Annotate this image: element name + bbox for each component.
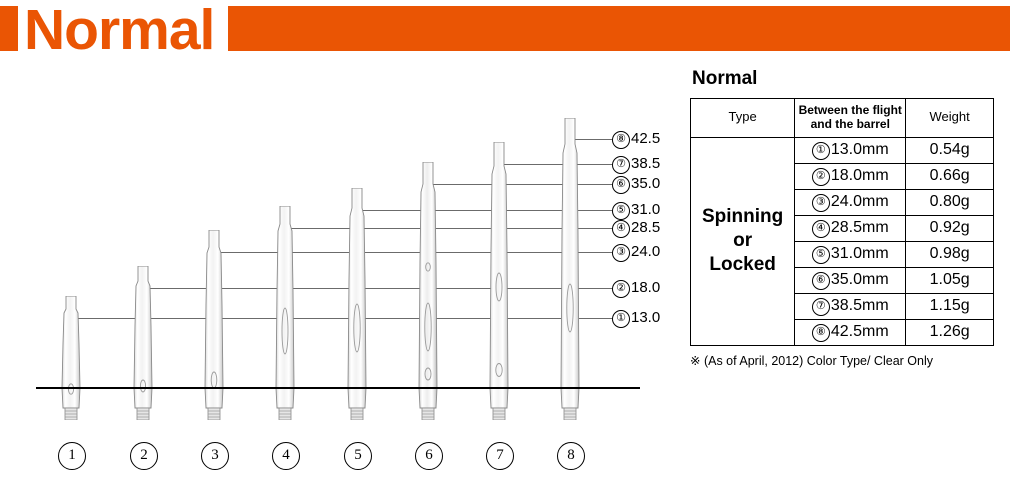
shaft-number-8: 8 xyxy=(557,442,585,470)
measure-num-8: ⑧ xyxy=(612,131,630,149)
length-value-1: 13.0mm xyxy=(830,140,889,158)
weight-cell-7: 1.15g xyxy=(906,293,994,319)
measure-label-4 xyxy=(612,219,660,238)
shaft-7 xyxy=(484,142,514,420)
weight-cell-3: 0.80g xyxy=(906,189,994,215)
row-num-6: ⑥ xyxy=(812,272,830,290)
row-num-7: ⑦ xyxy=(812,298,830,316)
measure-label-8 xyxy=(612,130,660,149)
shaft-6 xyxy=(413,162,443,420)
measure-num-3: ③ xyxy=(612,244,630,262)
spec-panel-title: Normal xyxy=(692,68,758,89)
length-value-4: 28.5mm xyxy=(830,218,889,236)
header-type: Type xyxy=(691,99,795,138)
spec-table xyxy=(690,98,994,346)
length-cell-1 xyxy=(795,137,906,163)
row-num-5: ⑤ xyxy=(812,246,830,264)
shaft-number-5: 5 xyxy=(344,442,372,470)
type-line-1: Spinning xyxy=(702,206,784,228)
shaft-number-3: 3 xyxy=(201,442,229,470)
measure-label-3 xyxy=(612,243,660,262)
table-row xyxy=(691,137,994,163)
length-cell-6 xyxy=(795,267,906,293)
row-num-1: ① xyxy=(812,142,830,160)
length-value-2: 18.0mm xyxy=(830,166,889,184)
measure-num-4: ④ xyxy=(612,220,630,238)
weight-cell-2: 0.66g xyxy=(906,163,994,189)
shaft-2 xyxy=(129,266,157,420)
shaft-number-6: 6 xyxy=(415,442,443,470)
measure-value-2: 18.0 xyxy=(631,279,661,296)
measure-num-2: ② xyxy=(612,280,630,298)
type-cell xyxy=(691,137,795,345)
header-length xyxy=(795,99,906,138)
shaft-number-1: 1 xyxy=(58,442,86,470)
length-cell-7 xyxy=(795,293,906,319)
table-header-row xyxy=(691,99,994,138)
measure-num-1: ① xyxy=(612,310,630,328)
page-header xyxy=(0,0,1010,60)
measure-value-3: 24.0 xyxy=(631,243,661,260)
measure-value-6: 35.0 xyxy=(631,175,661,192)
length-value-5: 31.0mm xyxy=(830,244,889,262)
type-line-3: Locked xyxy=(709,253,776,275)
row-num-2: ② xyxy=(812,168,830,186)
measure-num-7: ⑦ xyxy=(612,156,630,174)
measure-value-7: 38.5 xyxy=(631,155,661,172)
shaft-3 xyxy=(200,230,228,420)
header-length-line1: Between the flight xyxy=(798,103,902,117)
measure-value-5: 31.0 xyxy=(631,201,661,218)
length-cell-5 xyxy=(795,241,906,267)
weight-cell-1: 0.54g xyxy=(906,137,994,163)
footnote: ※ (As of April, 2012) Color Type/ Clear Only xyxy=(690,353,933,368)
shaft-number-4: 4 xyxy=(272,442,300,470)
shaft-number-2: 2 xyxy=(130,442,158,470)
length-value-8: 42.5mm xyxy=(830,322,889,340)
length-cell-8 xyxy=(795,319,906,345)
measure-label-6 xyxy=(612,175,660,194)
measure-num-5: ⑤ xyxy=(612,202,630,220)
row-num-4: ④ xyxy=(812,220,830,238)
measure-value-8: 42.5 xyxy=(631,130,661,147)
weight-cell-6: 1.05g xyxy=(906,267,994,293)
header-length-line2: and the barrel xyxy=(810,116,890,131)
shaft-8 xyxy=(555,118,585,420)
length-value-6: 35.0mm xyxy=(830,270,889,288)
spec-panel xyxy=(690,68,996,368)
measure-label-7 xyxy=(612,155,660,174)
measure-label-1 xyxy=(612,309,660,328)
measure-value-1: 13.0 xyxy=(631,309,661,326)
shaft-5 xyxy=(342,188,372,420)
weight-cell-8: 1.26g xyxy=(906,319,994,345)
shaft-diagram xyxy=(0,60,672,492)
page-title: Normal xyxy=(18,0,228,60)
length-value-3: 24.0mm xyxy=(830,192,889,210)
length-value-7: 38.5mm xyxy=(830,296,889,314)
measure-num-6: ⑥ xyxy=(612,176,630,194)
shaft-number-7: 7 xyxy=(486,442,514,470)
length-cell-2 xyxy=(795,163,906,189)
type-line-2: or xyxy=(733,230,753,252)
weight-cell-4: 0.92g xyxy=(906,215,994,241)
row-num-8: ⑧ xyxy=(812,324,830,342)
baseline xyxy=(36,387,640,389)
weight-cell-5: 0.98g xyxy=(906,241,994,267)
measure-value-4: 28.5 xyxy=(631,219,661,236)
row-num-3: ③ xyxy=(812,194,830,212)
header-weight: Weight xyxy=(906,99,994,138)
measure-label-2 xyxy=(612,279,660,298)
measure-label-5 xyxy=(612,201,660,220)
length-cell-4 xyxy=(795,215,906,241)
shaft-1 xyxy=(58,296,84,420)
length-cell-3 xyxy=(795,189,906,215)
